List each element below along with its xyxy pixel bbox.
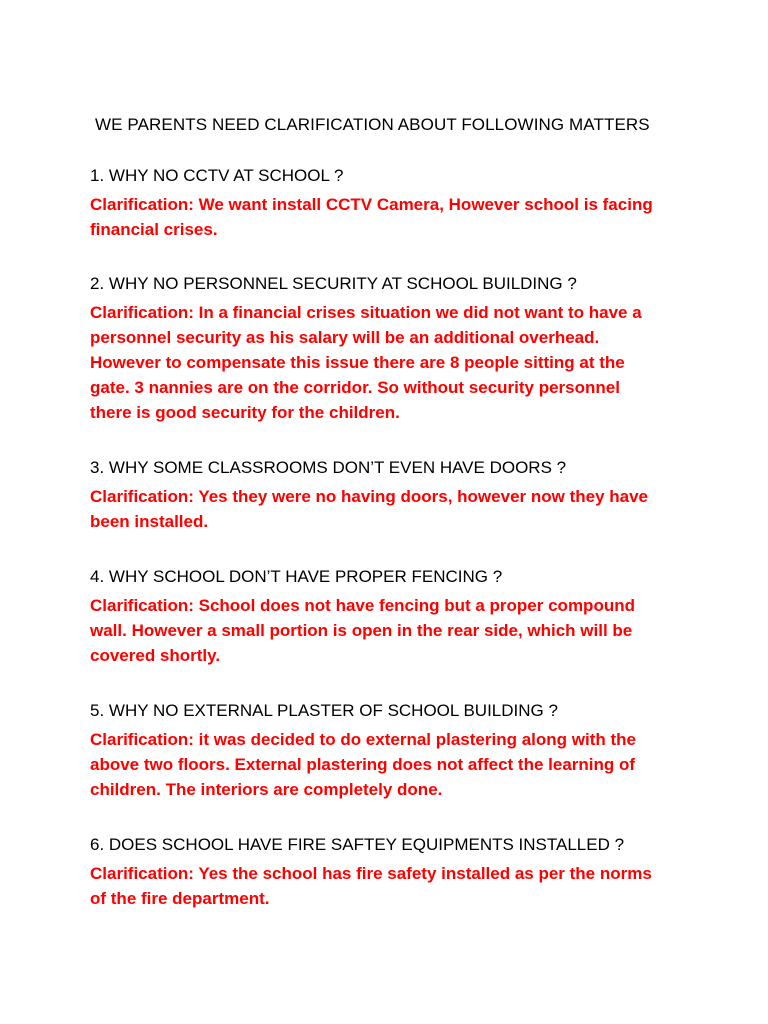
qa-item-6 — [90, 833, 690, 911]
clarification-line: covered shortly. — [90, 646, 221, 665]
clarification-line: there is good security for the children. — [90, 403, 400, 422]
clarification-line: However to compensate this issue there are 8 people sitting at the — [90, 353, 625, 372]
clarification-line: Clarification: Yes the school has fire safety installed as per the norms — [90, 864, 652, 883]
question-4: 4. WHY SCHOOL DON’T HAVE PROPER FENCING ? — [90, 567, 503, 586]
question-3: 3. WHY SOME CLASSROOMS DON’T EVEN HAVE DOORS ? — [90, 458, 567, 477]
qa-item-1 — [90, 164, 690, 242]
qa-item-2 — [90, 272, 690, 425]
clarification-5 — [90, 727, 690, 802]
qa-item-4 — [90, 565, 690, 668]
document-heading: WE PARENTS NEED CLARIFICATION ABOUT FOLLOWING MATTERS — [95, 115, 650, 134]
clarification-line: gate. 3 nannies are on the corridor. So without security personnel — [90, 378, 620, 397]
clarification-line: Clarification: it was decided to do external plastering along with the — [90, 730, 636, 749]
question-2: 2. WHY NO PERSONNEL SECURITY AT SCHOOL BUILDING ? — [90, 274, 577, 293]
clarification-2 — [90, 300, 690, 425]
clarification-4 — [90, 593, 690, 668]
clarification-3 — [90, 484, 690, 534]
question-5: 5. WHY NO EXTERNAL PLASTER OF SCHOOL BUILDING ? — [90, 701, 558, 720]
qa-item-3 — [90, 456, 690, 534]
question-1: 1. WHY NO CCTV AT SCHOOL ? — [90, 166, 344, 185]
clarification-line: Clarification: In a financial crises situation we did not want to have a — [90, 303, 642, 322]
clarification-line: children. The interiors are completely done. — [90, 780, 443, 799]
clarification-1 — [90, 192, 690, 242]
clarification-line: financial crises. — [90, 220, 218, 239]
clarification-line: above two floors. External plastering does not affect the learning of — [90, 755, 636, 774]
qa-item-5 — [90, 699, 690, 802]
clarification-line: wall. However a small portion is open in the rear side, which will be — [90, 621, 633, 640]
clarification-line: Clarification: Yes they were no having doors, however now they have — [90, 487, 649, 506]
clarification-line: Clarification: School does not have fencing but a proper compound — [90, 596, 635, 615]
clarification-6 — [90, 861, 690, 911]
clarification-line: been installed. — [90, 512, 209, 531]
clarification-line: personnel security as his salary will be an additional overhead. — [90, 328, 600, 347]
clarification-line: of the fire department. — [90, 889, 270, 908]
clarification-line: Clarification: We want install CCTV Camera, However school is facing — [90, 195, 653, 214]
question-6: 6. DOES SCHOOL HAVE FIRE SAFTEY EQUIPMENTS INSTALLED ? — [90, 835, 625, 854]
